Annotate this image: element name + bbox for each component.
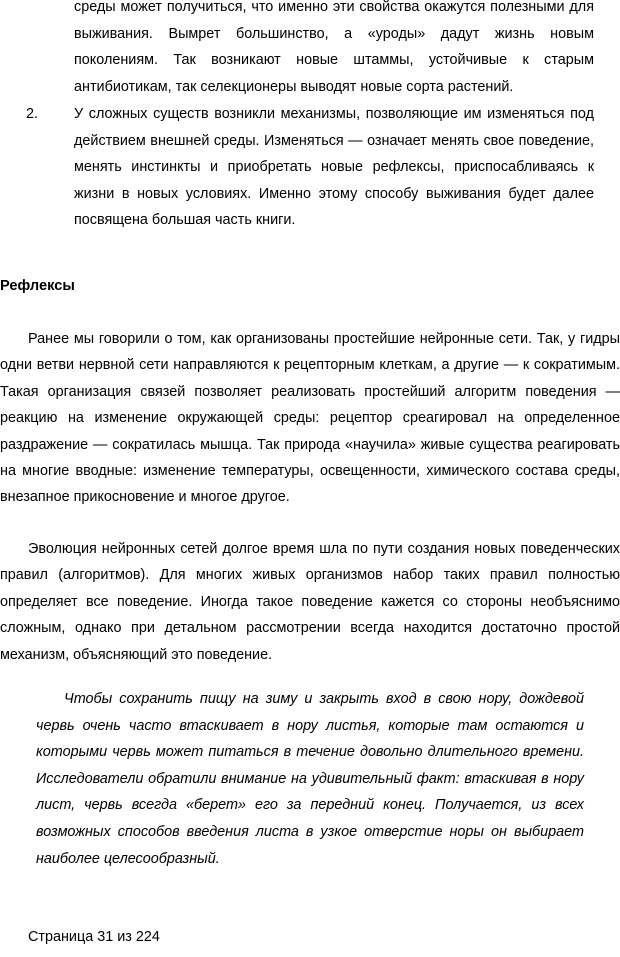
paragraph: Эволюция нейронных сетей долгое время шла по пути создания новых поведенческих правил (алгоритмов). Для многих живых организмов набор таких правил полностью определяет все поведение. Иногда такое поведение кажется со стороны необъяснимо сложным, однако при детальном рассмотрении всегда находится достаточно простой механизм, объясняющий это поведение. <box>0 541 620 663</box>
paragraph: Ранее мы говорили о том, как организованы простейшие нейронные сети. Так, у гидры одни ветви нервной сети направляются к рецепторным клеткам, а другие — к сократимым. Такая организация связей позволяет реализовать простейший алгоритм поведения — реакцию на изменение окружающей среды: рецептор среагировал на определенное раздражение — сократилась мышца. Так природа «научила» живые существа реагировать на многие вводные: изменение температуры, освещенности, химического состава среды, внезапное прикосновение и многое другое. <box>0 331 620 506</box>
list-item-text: среды может получиться, что именно эти свойства окажутся полезными для выживания. Вымрет большинство, а «уроды» дадут жизнь новым поколениям. Так возникают новые штаммы, устойчивые к старым антибиотикам, так селекционеры выводят новые сорта растений. <box>74 0 594 95</box>
list-item-text: У сложных существ возникли механизмы, позволяющие им изменяться под действием внешней среды. Изменяться — означает менять свое поведение, менять инстинкты и приобретать новые рефлексы, приспосабливаясь к жизни в новых условиях. Именно этому способу выживания будет далее посвящена большая часть книги. <box>74 106 594 229</box>
list-item-number: 2. <box>26 106 39 122</box>
section-heading: Рефлексы <box>0 278 75 294</box>
page-number-footer: Страница 31 из 224 <box>28 929 160 945</box>
italic-quote: Чтобы сохранить пищу на зиму и закрыть вход в свою нору, дождевой червь очень часто втаскивает в нору листья, которые там остаются и которыми червь может питаться в течение довольно длительного времени. Исследователи обратили внимание на удивительный факт: втаскивая в нору лист, червь всегда «берет» его за передний конец. Получается, из всех возможных способов введения листа в узкое отверстие норы он выбирает наиболее целесообразный. <box>36 691 584 867</box>
